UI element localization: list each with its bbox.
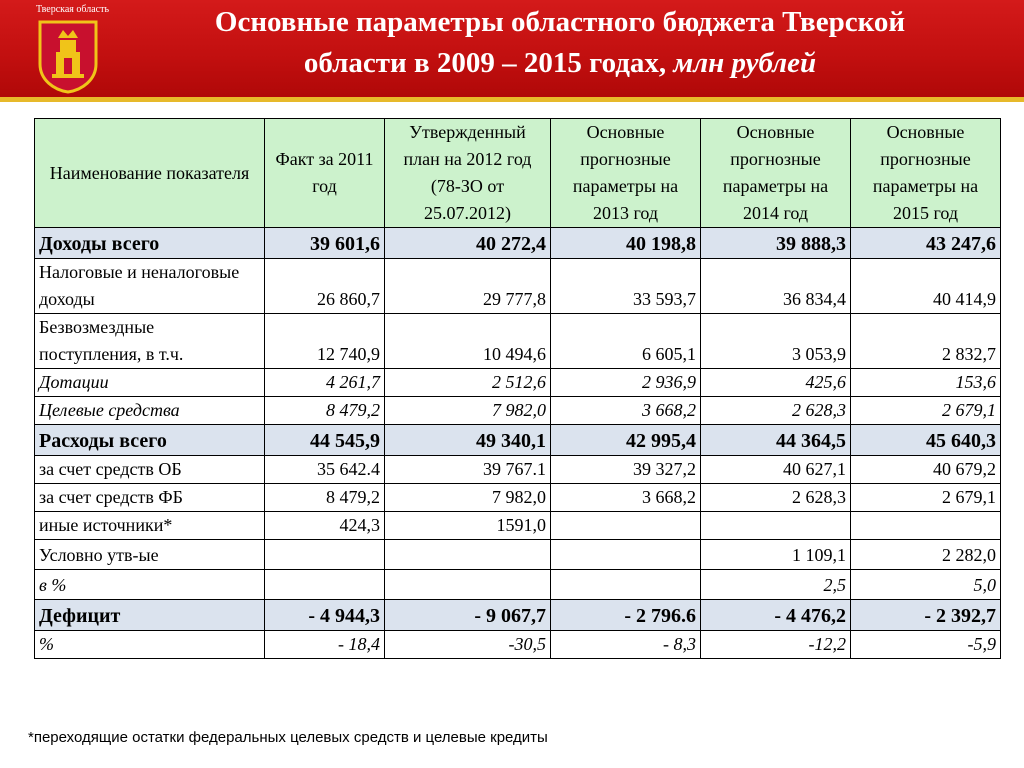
- table-cell: 29 777,8: [385, 259, 551, 314]
- table-cell: 2 832,7: [851, 314, 1001, 369]
- table-cell: -30,5: [385, 631, 551, 659]
- title-unit: млн рублей: [673, 47, 817, 79]
- table-cell: 39 767.1: [385, 456, 551, 484]
- table-header-row: [35, 119, 1001, 228]
- row-label: за счет средств ОБ: [35, 456, 265, 484]
- row-label: %: [35, 631, 265, 659]
- table-cell: 7 982,0: [385, 397, 551, 425]
- row-label: Целевые средства: [35, 397, 265, 425]
- title-line-1: Основные параметры областного бюджета Тверской: [214, 6, 906, 38]
- table-cell: 1 109,1: [701, 540, 851, 570]
- table-cell: 4 261,7: [265, 369, 385, 397]
- table-row: [35, 570, 1001, 600]
- table-cell: - 18,4: [265, 631, 385, 659]
- table-cell: [551, 570, 701, 600]
- title-banner: [0, 0, 1024, 97]
- table-cell: [265, 570, 385, 600]
- table-row: [35, 512, 1001, 540]
- table-cell: 40 272,4: [385, 228, 551, 259]
- column-header: Основные прогнозные параметры на 2015 год: [851, 119, 1001, 228]
- row-label: Дотации: [35, 369, 265, 397]
- table-cell: 3 668,2: [551, 484, 701, 512]
- row-label: Безвозмездные поступления, в т.ч.: [35, 314, 265, 369]
- table-cell: 44 545,9: [265, 425, 385, 456]
- table-cell: 7 982,0: [385, 484, 551, 512]
- table-row: [35, 314, 1001, 369]
- table-cell: 43 247,6: [851, 228, 1001, 259]
- table-cell: 2 628,3: [701, 484, 851, 512]
- table-cell: 424,3: [265, 512, 385, 540]
- column-header: Основные прогнозные параметры на 2014 год: [701, 119, 851, 228]
- table-cell: 45 640,3: [851, 425, 1001, 456]
- table-cell: 1591,0: [385, 512, 551, 540]
- table-cell: -12,2: [701, 631, 851, 659]
- table-row: [35, 259, 1001, 314]
- column-header: Основные прогнозные параметры на 2013 год: [551, 119, 701, 228]
- coat-of-arms-icon: [36, 18, 100, 94]
- table-cell: 33 593,7: [551, 259, 701, 314]
- table-cell: 39 601,6: [265, 228, 385, 259]
- page-title: [110, 2, 1010, 92]
- table-cell: 40 414,9: [851, 259, 1001, 314]
- row-label: Налоговые и неналоговые доходы: [35, 259, 265, 314]
- row-label: Дефицит: [35, 600, 265, 631]
- table-cell: 2 679,1: [851, 397, 1001, 425]
- table-cell: 40 679,2: [851, 456, 1001, 484]
- table-cell: - 8,3: [551, 631, 701, 659]
- table-cell: 2 679,1: [851, 484, 1001, 512]
- banner-gold-stripe: [0, 97, 1024, 102]
- table-cell: - 4 944,3: [265, 600, 385, 631]
- table-row: [35, 369, 1001, 397]
- table-cell: 39 327,2: [551, 456, 701, 484]
- region-name: Тверская область: [36, 4, 110, 15]
- row-label: в %: [35, 570, 265, 600]
- table-cell: 3 053,9: [701, 314, 851, 369]
- table-cell: [701, 512, 851, 540]
- table-cell: 2,5: [701, 570, 851, 600]
- table-row-total-expenses: [35, 425, 1001, 456]
- table-cell: 44 364,5: [701, 425, 851, 456]
- column-header: Наименование показателя: [35, 119, 265, 228]
- title-line-2-text: области в 2009 – 2015 годах,: [303, 47, 667, 79]
- table-cell: [851, 512, 1001, 540]
- table-cell: 2 512,6: [385, 369, 551, 397]
- table-cell: 10 494,6: [385, 314, 551, 369]
- table-cell: 40 198,8: [551, 228, 701, 259]
- table-cell: 425,6: [701, 369, 851, 397]
- table-cell: [385, 570, 551, 600]
- table-cell: [385, 540, 551, 570]
- title-line-2: [110, 43, 1010, 84]
- column-header: Утвержденный план на 2012 год (78-ЗО от 25.07.2012): [385, 119, 551, 228]
- table-cell: 3 668,2: [551, 397, 701, 425]
- row-label: Расходы всего: [35, 425, 265, 456]
- table-cell: 36 834,4: [701, 259, 851, 314]
- table-cell: - 9 067,7: [385, 600, 551, 631]
- table-cell: [265, 540, 385, 570]
- table-row-total-revenue: [35, 228, 1001, 259]
- table-cell: 12 740,9: [265, 314, 385, 369]
- row-label: за счет средств ФБ: [35, 484, 265, 512]
- table-row-deficit: [35, 600, 1001, 631]
- table-cell: 26 860,7: [265, 259, 385, 314]
- table-cell: -5,9: [851, 631, 1001, 659]
- table-row: [35, 456, 1001, 484]
- table-cell: 35 642.4: [265, 456, 385, 484]
- table-cell: 5,0: [851, 570, 1001, 600]
- table-cell: 42 995,4: [551, 425, 701, 456]
- row-label: Доходы всего: [35, 228, 265, 259]
- table-cell: 2 628,3: [701, 397, 851, 425]
- table-cell: 49 340,1: [385, 425, 551, 456]
- table-cell: 40 627,1: [701, 456, 851, 484]
- table-cell: - 2 392,7: [851, 600, 1001, 631]
- table-cell: 2 936,9: [551, 369, 701, 397]
- row-label: иные источники*: [35, 512, 265, 540]
- table-cell: 8 479,2: [265, 484, 385, 512]
- table-cell: [551, 540, 701, 570]
- row-label: Условно утв-ые: [35, 540, 265, 570]
- column-header: Факт за 2011 год: [265, 119, 385, 228]
- table-cell: 6 605,1: [551, 314, 701, 369]
- table-cell: 8 479,2: [265, 397, 385, 425]
- table-row: [35, 631, 1001, 659]
- table-row: [35, 484, 1001, 512]
- table-cell: 2 282,0: [851, 540, 1001, 570]
- table-cell: [551, 512, 701, 540]
- table-cell: - 2 796.6: [551, 600, 701, 631]
- footnote: *переходящие остатки федеральных целевых средств и целевые кредиты: [28, 729, 548, 746]
- table-cell: - 4 476,2: [701, 600, 851, 631]
- table-row: [35, 540, 1001, 570]
- table-cell: 39 888,3: [701, 228, 851, 259]
- budget-table: [34, 118, 1001, 659]
- table-row: [35, 397, 1001, 425]
- table-cell: 153,6: [851, 369, 1001, 397]
